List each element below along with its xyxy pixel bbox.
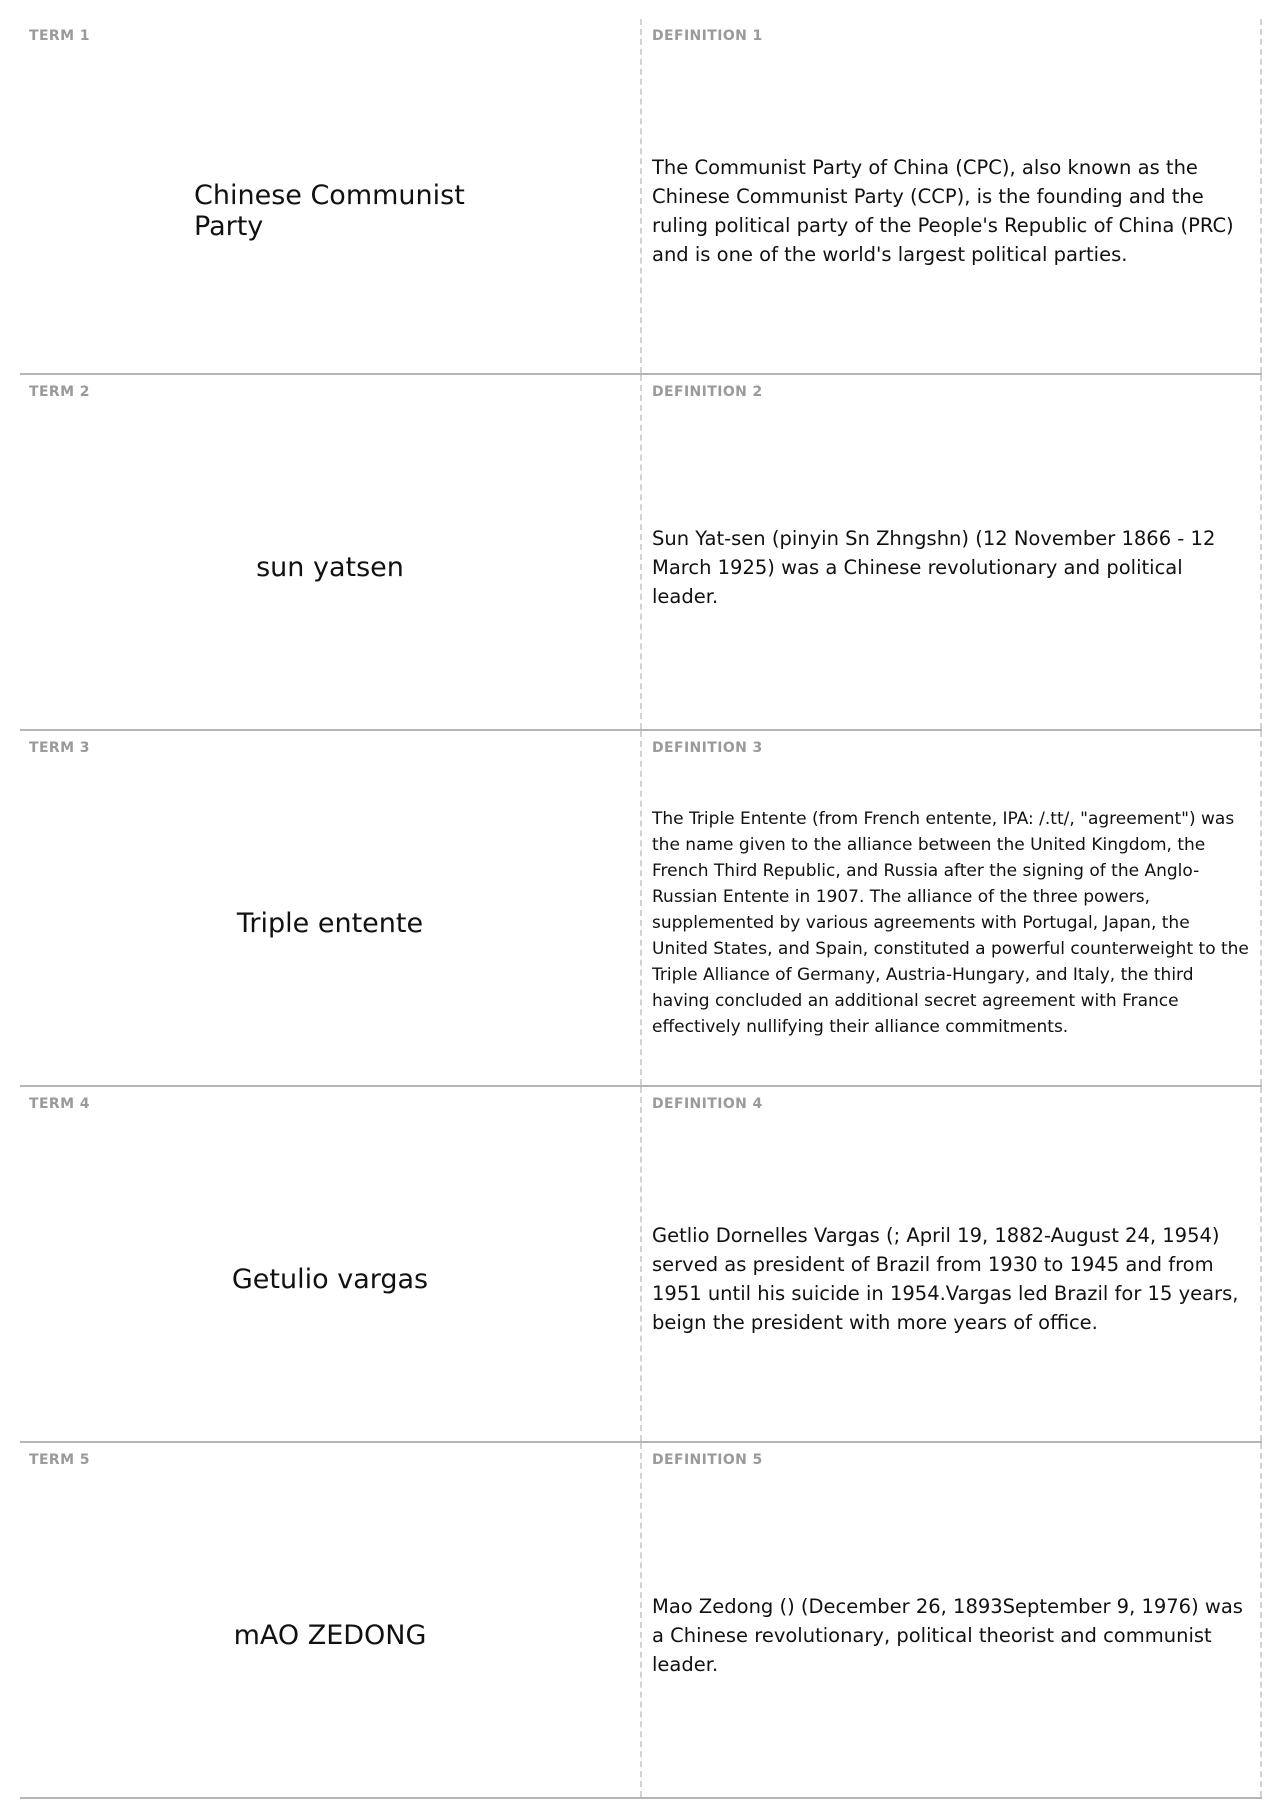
definition-text: Getlio Dornelles Vargas (; April 19, 1882-August 24, 1954) served as president of Brazil from 1930 to 1945 and from 1951 until his suicide in 1954.Vargas led Brazil for 15 years, beign the president with more years of office. [652, 1224, 1239, 1334]
definition-cell [642, 1443, 1262, 1797]
flashcard-3 [20, 731, 1262, 1087]
term-text: Chinese Communist Party [194, 180, 465, 242]
definition-label: DEFINITION 5 [652, 1452, 763, 1468]
term-cell [20, 19, 642, 373]
definition-label: DEFINITION 3 [652, 740, 763, 756]
term-label: TERM 1 [29, 28, 90, 44]
definition-label: DEFINITION 4 [652, 1096, 763, 1112]
term-text: Getulio vargas [231, 1263, 429, 1295]
definition-cell [642, 731, 1262, 1085]
flashcard-5 [20, 1443, 1262, 1799]
term-label: TERM 3 [29, 740, 90, 756]
term-cell [20, 1443, 642, 1797]
definition-label: DEFINITION 2 [652, 384, 763, 400]
term-cell [20, 1087, 642, 1441]
term-text: mAO ZEDONG [233, 1619, 427, 1651]
term-text: Triple entente [236, 907, 424, 939]
definition-label: DEFINITION 1 [652, 28, 763, 44]
flashcard-4 [20, 1087, 1262, 1443]
flashcard-1 [20, 19, 1262, 375]
definition-text: The Communist Party of China (CPC), also known as the Chinese Communist Party (CCP), is the founding and the ruling political party of the People's Republic of China (PRC) and is one of the world's largest political parties. [652, 156, 1234, 266]
definition-cell [642, 375, 1262, 729]
definition-cell [642, 19, 1262, 373]
term-cell [20, 731, 642, 1085]
flashcard-sheet [20, 19, 1262, 1799]
definition-text: The Triple Entente (from French entente, IPA: /.tt/, "agreement") was the name given to the alliance between the United Kingdom, the French Third Republic, and Russia after the signing of the Anglo-Russian Entente in 1907. The alliance of the three powers, supplemented by various agreements with Portugal, Japan, the United States, and Spain, constituted a powerful counterweight to the Triple Alliance of Germany, Austria-Hungary, and Italy, the third having concluded an additional secret agreement with France effectively nullifying their alliance commitments. [652, 809, 1249, 1037]
flashcard-2 [20, 375, 1262, 731]
definition-cell [642, 1087, 1262, 1441]
definition-text: Mao Zedong () (December 26, 1893September 9, 1976) was a Chinese revolutionary, political theorist and communist leader. [652, 1594, 1243, 1676]
term-cell [20, 375, 642, 729]
term-text: sun yatsen [256, 551, 404, 583]
term-label: TERM 2 [29, 384, 90, 400]
definition-text: Sun Yat-sen (pinyin Sn Zhngshn) (12 November 1866 - 12 March 1925) was a Chinese revolutionary and political leader. [652, 526, 1216, 608]
term-label: TERM 5 [29, 1452, 90, 1468]
term-label: TERM 4 [29, 1096, 90, 1112]
